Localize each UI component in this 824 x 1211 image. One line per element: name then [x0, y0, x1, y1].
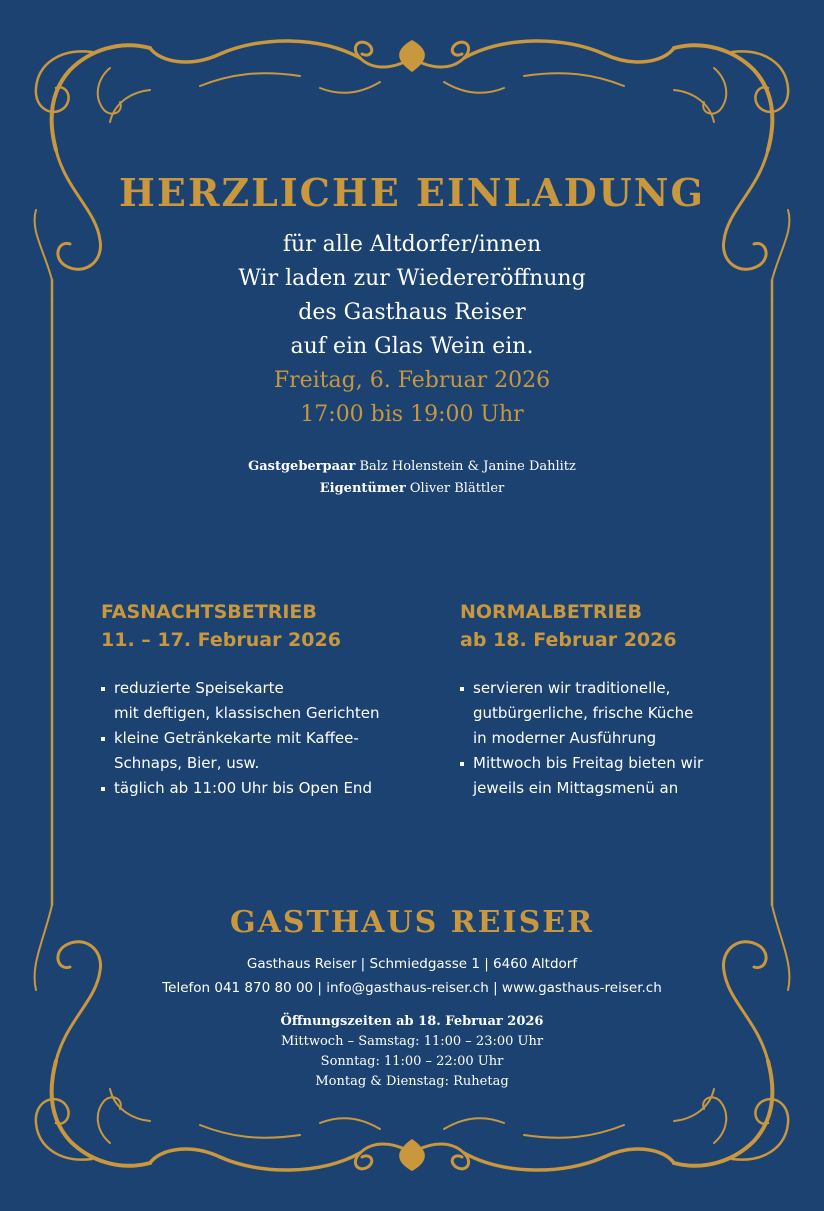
list-item	[101, 676, 431, 726]
host-line	[0, 456, 824, 478]
list-item	[101, 726, 431, 776]
hours-heading: Öffnungszeiten ab 18. Februar 2026	[280, 1014, 544, 1029]
normal-dates: ab 18. Februar 2026	[460, 629, 677, 651]
contact-block	[0, 952, 824, 1000]
list-item-line: in moderner Ausführung	[473, 729, 657, 747]
host-names: Balz Holenstein & Janine Dahlitz	[359, 459, 576, 474]
hours-line: Mittwoch – Samstag: 11:00 – 23:00 Uhr	[280, 1034, 544, 1049]
normal-list	[460, 676, 790, 801]
intro-line: Wir laden zur Wiedereröffnung	[238, 266, 586, 291]
event-time: 17:00 bis 19:00 Uhr	[300, 402, 524, 427]
intro-line: für alle Altdorfer/innen	[282, 232, 542, 257]
list-item-line: kleine Getränkekarte mit Kaffee-	[114, 729, 359, 747]
list-item-line: Mittwoch bis Freitag bieten wir	[473, 754, 704, 772]
hours-line: Sonntag: 11:00 – 22:00 Uhr	[320, 1054, 504, 1069]
host-label: Gastgeberpaar	[248, 459, 356, 474]
normal-section	[460, 598, 790, 801]
contact-line: Telefon 041 870 80 00 | info@gasthaus-reiser.ch | www.gasthaus-reiser.ch	[162, 980, 662, 996]
list-item-line: gutbürgerliche, frische Küche	[473, 704, 694, 722]
fasnacht-heading: FASNACHTSBETRIEB	[101, 601, 317, 623]
opening-hours	[0, 1012, 824, 1092]
invitation-title: HERZLICHE EINLADUNG	[119, 170, 705, 215]
fasnacht-list	[101, 676, 431, 801]
event-date: Freitag, 6. Februar 2026	[273, 368, 551, 393]
hours-line: Montag & Dienstag: Ruhetag	[315, 1074, 509, 1089]
fasnacht-dates: 11. – 17. Februar 2026	[101, 629, 341, 651]
list-item	[460, 676, 790, 751]
owner-line	[0, 478, 824, 500]
brand-name: GASTHAUS REISER	[229, 905, 595, 940]
list-item-line: mit deftigen, klassischen Gerichten	[114, 704, 380, 722]
list-item-line: täglich ab 11:00 Uhr bis Open End	[114, 779, 372, 797]
list-item-line: Schnaps, Bier, usw.	[114, 754, 260, 772]
owner-label: Eigentümer	[319, 481, 406, 496]
list-item-line: reduzierte Speisekarte	[114, 679, 284, 697]
intro-line: des Gasthaus Reiser	[298, 300, 526, 325]
intro-line: auf ein Glas Wein ein.	[290, 334, 534, 359]
list-item	[101, 776, 431, 801]
owner-name: Oliver Blättler	[409, 481, 505, 496]
list-item-line: jeweils ein Mittagsmenü an	[473, 779, 679, 797]
invitation-text	[0, 228, 824, 432]
fasnacht-section	[101, 598, 431, 801]
address-line: Gasthaus Reiser | Schmiedgasse 1 | 6460 Altdorf	[246, 956, 578, 972]
hosts-block	[0, 456, 824, 500]
list-item-line: servieren wir traditionelle,	[473, 679, 671, 697]
normal-heading: NORMALBETRIEB	[460, 601, 642, 623]
list-item	[460, 751, 790, 801]
